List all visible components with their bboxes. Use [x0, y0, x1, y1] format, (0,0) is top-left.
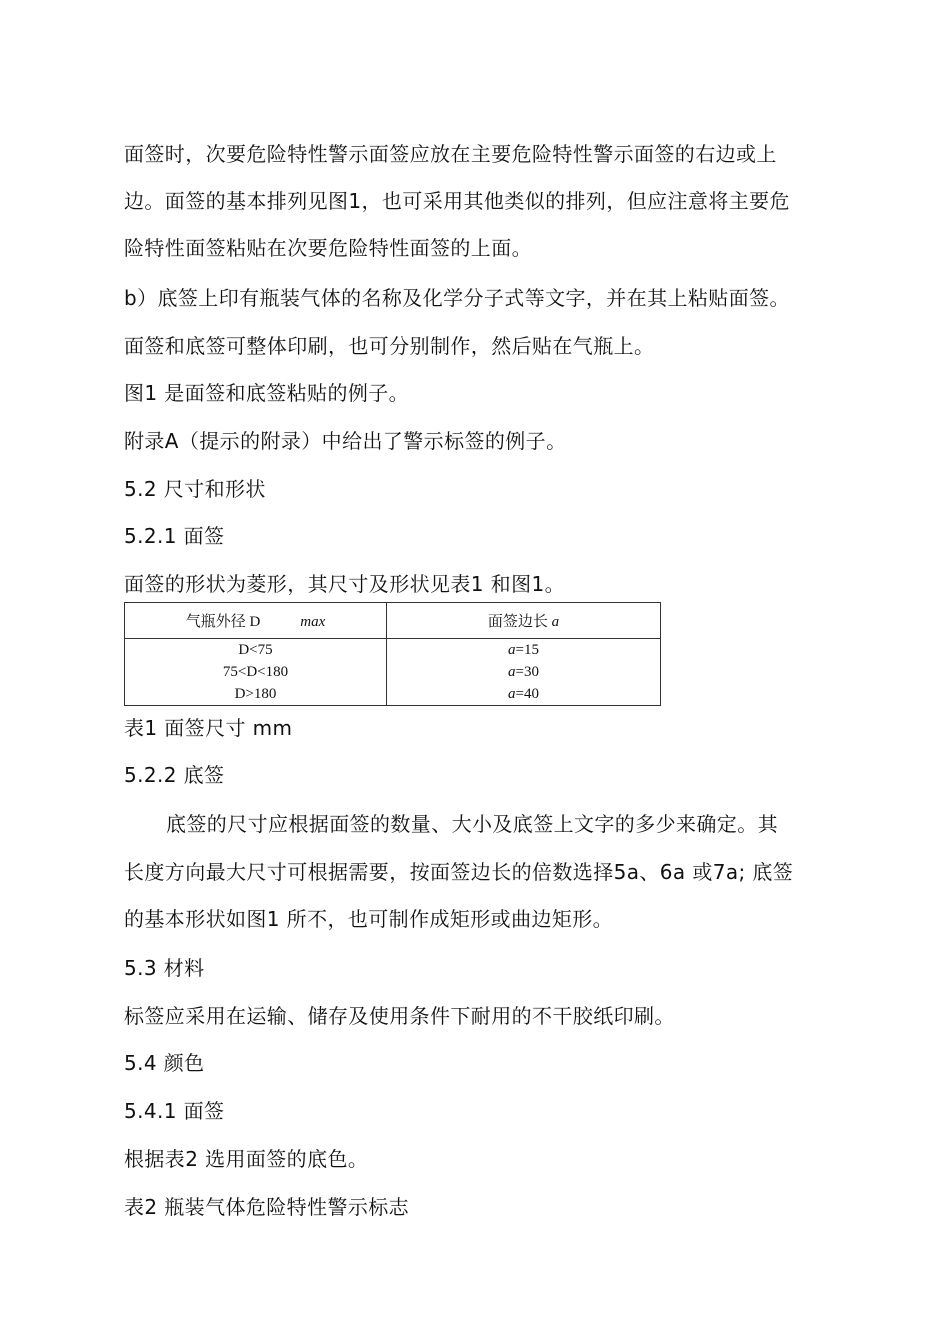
paragraph-line: 的基本形状如图1 所不，也可制作成矩形或曲边矩形。	[124, 907, 614, 931]
paragraph-line: 边。面签的基本排列见图1，也可采用其他类似的排列，但应注意将主要危	[124, 189, 790, 213]
paragraph-line: 长度方向最大尺寸可根据需要，按面签边长的倍数选择5a、6a 或7a; 底签	[124, 860, 794, 884]
header-side-length-label: 面签边长	[487, 614, 548, 630]
paragraph-line: 底签的尺寸应根据面签的数量、大小及底签上文字的多少来确定。其	[166, 812, 778, 836]
subsection-heading: 5.2.2 底签	[124, 763, 225, 787]
side-length-value: a=15	[508, 642, 539, 658]
table-caption: 表2 瓶装气体危险特性警示标志	[124, 1195, 410, 1219]
paragraph-line: 面签和底签可整体印刷，也可分别制作，然后贴在气瓶上。	[124, 334, 655, 358]
section-heading: 5.4 颜色	[124, 1051, 205, 1075]
side-length-value: a=30	[508, 664, 539, 680]
paragraph-line: 标签应采用在运输、储存及使用条件下耐用的不干胶纸印刷。	[124, 1004, 675, 1028]
paragraph-line: 面签的形状为菱形，其尺寸及形状见表1 和图1。	[124, 572, 566, 596]
diameter-value: 75<D<180	[222, 664, 289, 680]
table-row	[125, 639, 661, 706]
table-header-cell	[125, 603, 387, 639]
diameter-value: D>180	[234, 686, 277, 702]
face-label-size-table	[124, 602, 661, 706]
table-header-row	[125, 603, 661, 639]
subsection-heading: 5.2.1 面签	[124, 524, 225, 548]
header-side-var: a	[551, 614, 560, 630]
paragraph-line: 面签时，次要危险特性警示面签应放在主要危险特性警示面签的右边或上	[124, 142, 777, 166]
table-cell-side-length	[387, 639, 661, 706]
diameter-value: D<75	[238, 642, 273, 658]
table-header-cell	[387, 603, 661, 639]
table-cell-diameter	[125, 639, 387, 706]
section-heading: 5.3 材料	[124, 956, 205, 980]
subsection-heading: 5.4.1 面签	[124, 1099, 225, 1123]
paragraph-line: b）底签上印有瓶装气体的名称及化学分子式等文字，并在其上粘贴面签。	[124, 286, 790, 310]
paragraph-line: 图1 是面签和底签粘贴的例子。	[124, 381, 410, 405]
paragraph-line: 附录A（提示的附录）中给出了警示标签的例子。	[124, 429, 567, 453]
header-max-label: max	[300, 614, 326, 630]
section-heading: 5.2 尺寸和形状	[124, 477, 266, 501]
paragraph-line: 根据表2 选用面签的底色。	[124, 1147, 369, 1171]
paragraph-line: 险特性面签粘贴在次要危险特性面签的上面。	[124, 236, 532, 260]
side-length-value: a=40	[508, 686, 539, 702]
table-caption: 表1 面签尺寸 mm	[124, 716, 293, 740]
header-diameter-label: 气瓶外径 D	[185, 614, 261, 630]
